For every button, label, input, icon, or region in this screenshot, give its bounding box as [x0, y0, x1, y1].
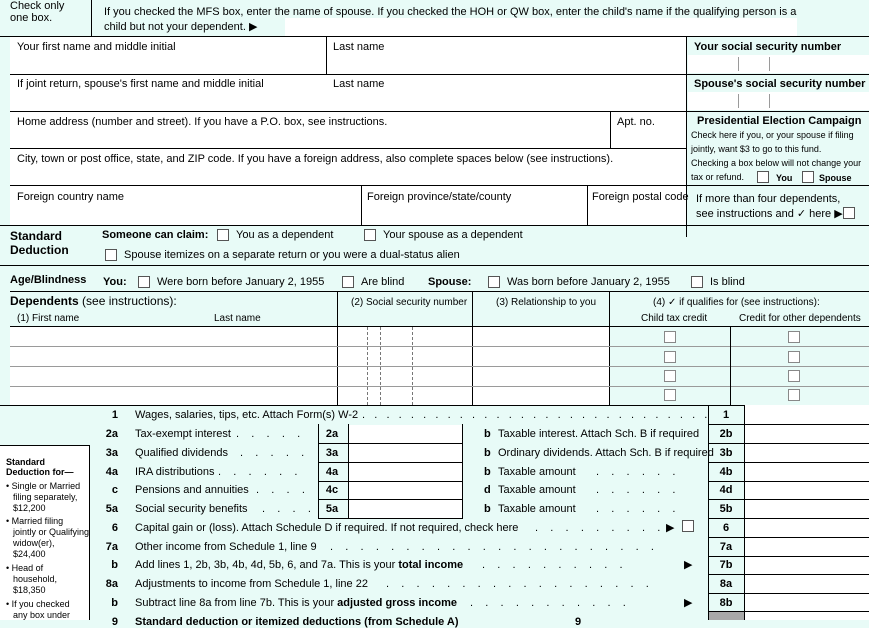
line-4a-box: 4a — [325, 466, 339, 478]
other-credit-checkbox-1[interactable] — [788, 331, 800, 343]
line-3b-text: Ordinary dividends. Attach Sch. B if required — [498, 447, 714, 459]
sidebar-bullet-3c: $18,350 — [13, 585, 46, 595]
you-dependent-checkbox[interactable] — [217, 229, 229, 241]
divider — [318, 518, 463, 519]
age-blindness-label: Age/Blindness — [10, 274, 87, 286]
sidebar-bullet-3b: household, — [13, 574, 58, 584]
line-7b-num: b — [111, 559, 118, 571]
foreign-province-label: Foreign province/state/county — [367, 191, 512, 203]
divider — [708, 518, 869, 519]
line-4d-box: 4d — [719, 484, 733, 496]
dep-col-last-name: Last name — [214, 313, 261, 324]
divider — [708, 481, 869, 482]
you-dependent-label: You as a dependent — [236, 229, 334, 241]
line-1-leader: . . . . . . . . . . . . . . . . . . . . . . . . . . . . . — [362, 409, 708, 421]
line-4c-leader: . . . . — [256, 484, 305, 496]
line-3a-box: 3a — [325, 447, 339, 459]
divider — [0, 405, 869, 406]
divider — [769, 94, 770, 108]
line-5b-box: 5b — [719, 503, 733, 515]
line-8a-box: 8a — [719, 578, 733, 590]
you-born-before-checkbox[interactable] — [138, 276, 150, 288]
divider — [0, 225, 869, 226]
divider — [686, 37, 687, 237]
amount-column[interactable] — [745, 405, 869, 620]
divider — [708, 462, 869, 463]
child-credit-checkbox-2[interactable] — [664, 351, 676, 363]
spouse-dependent-checkbox[interactable] — [364, 229, 376, 241]
line-7a-text: Other income from Schedule 1, line 9 — [135, 541, 317, 553]
divider — [610, 112, 611, 148]
divider — [708, 556, 869, 557]
line-7b-text-main: Add lines 1, 2b, 3b, 4b, 4d, 5b, 6, and 7a. This is your — [135, 559, 399, 571]
line-6-arrow-icon: ▶ — [666, 522, 675, 534]
divider — [708, 443, 869, 444]
dep-col-other-credit: Credit for other dependents — [739, 313, 861, 324]
line-2b-box: 2b — [719, 428, 733, 440]
spouse-last-name-label: Last name — [333, 78, 385, 90]
line-7b-leader: . . . . . . . . . . — [482, 559, 623, 571]
line-8b-text-main: Subtract line 8a from line 7b. This is your — [135, 597, 338, 609]
divider — [738, 94, 739, 108]
line-6-box: 6 — [722, 522, 730, 534]
dependents-title: Dependents — [10, 294, 79, 308]
sidebar-bullet-1c: $12,200 — [13, 503, 46, 513]
election-title: Presidential Election Campaign — [697, 115, 862, 127]
ssn-label: Your social security number — [694, 41, 842, 53]
child-credit-checkbox-4[interactable] — [664, 389, 676, 401]
divider — [708, 424, 869, 425]
line-4d-text: Taxable amount — [498, 484, 576, 496]
you-blind-checkbox[interactable] — [342, 276, 354, 288]
more-dependents-line2: see instructions and ✓ here ▶ — [696, 208, 843, 220]
election-text-3: Checking a box below will not change your — [691, 158, 862, 168]
line-7a-box: 7a — [719, 541, 733, 553]
line-4c-box: 4c — [325, 484, 339, 496]
line-4b-box: 4b — [719, 466, 733, 478]
sidebar-title-1: Standard — [6, 457, 46, 467]
other-credit-checkbox-3[interactable] — [788, 370, 800, 382]
line-7a-num: 7a — [105, 541, 118, 553]
you-born-before-label: Were born before January 2, 1955 — [157, 276, 325, 288]
election-text-4: tax or refund. — [691, 172, 745, 182]
line-4a-text: IRA distributions — [135, 466, 215, 478]
spouse-born-before-checkbox[interactable] — [488, 276, 500, 288]
divider — [10, 366, 869, 367]
child-credit-checkbox-1[interactable] — [664, 331, 676, 343]
line-3a-leader: . . . . . — [240, 447, 305, 459]
foreign-postal-label: Foreign postal code — [592, 191, 689, 203]
line-6-text: Capital gain or (loss). Attach Schedule D if required. If not required, check here — [135, 522, 519, 534]
line-1-text: Wages, salaries, tips, etc. Attach Form(s) W-2 — [135, 409, 359, 421]
dep-col-qualifies: (4) ✓ if qualifies for (see instructions): — [653, 297, 820, 308]
std-deduction-title-2: Deduction — [10, 243, 69, 257]
more-dependents-checkbox[interactable] — [843, 207, 855, 219]
line-6-checkbox[interactable] — [682, 520, 694, 532]
spouse-itemizes-label: Spouse itemizes on a separate return or you were a dual-status alien — [124, 249, 460, 261]
line-3a-text: Qualified dividends — [135, 447, 228, 459]
line-9-partial — [0, 614, 708, 628]
spouse-ssn-label: Spouse's social security number — [694, 78, 866, 90]
mfs-name-input[interactable] — [285, 18, 797, 36]
divider — [10, 386, 869, 387]
sidebar-bullet-3: • Head of — [6, 563, 44, 573]
line-8b-text-bold: adjusted gross income — [337, 597, 457, 609]
age-spouse-label: Spouse: — [428, 276, 472, 288]
dep-col-relationship: (3) Relationship to you — [496, 297, 597, 308]
more-dependents-line1: If more than four dependents, — [696, 193, 841, 205]
age-you-label: You: — [103, 276, 127, 288]
dep-col-first-name: (1) First name — [17, 313, 80, 324]
line-9-text: Standard deduction or itemized deductions (from Schedule A) — [135, 616, 459, 628]
line-8b-arrow-icon: ▶ — [684, 597, 693, 609]
mid-amount-column[interactable] — [349, 425, 462, 519]
check-only-note: Check only one box. — [10, 0, 65, 24]
line-4c-num: c — [111, 484, 118, 496]
divider — [361, 186, 362, 225]
line-7b-box: 7b — [719, 559, 733, 571]
line-7b-text — [135, 559, 463, 571]
mfs-instruction-text: If you checked the MFS box, enter the name of spouse. If you checked the HOH or QW box, enter the child's name if the qualifying person is a child but not your dependent. — [104, 6, 797, 33]
dependents-heading — [10, 294, 177, 308]
line-2a-text: Tax-exempt interest — [135, 428, 231, 440]
divider — [318, 443, 463, 444]
line-5b-letter: b — [484, 503, 491, 515]
sidebar-bullet-2: • Married filing — [6, 516, 64, 526]
sidebar-title-2: Deduction for— — [6, 467, 74, 477]
divider — [738, 57, 739, 71]
divider — [769, 57, 770, 71]
line-2b-text: Taxable interest. Attach Sch. B if required — [498, 428, 700, 440]
line-7b-text-bold: total income — [398, 559, 464, 571]
spouse-first-name-label: If joint return, spouse's first name and middle initial — [17, 78, 264, 90]
line-8b-box: 8b — [719, 597, 733, 609]
line-9-box: 9 — [575, 616, 582, 628]
ssn-input[interactable] — [688, 55, 869, 73]
line-8a-text: Adjustments to income from Schedule 1, line 22 — [135, 578, 368, 590]
spouse-itemizes-checkbox[interactable] — [105, 249, 117, 261]
spouse-dependent-label: Your spouse as a dependent — [383, 229, 523, 241]
divider — [318, 481, 463, 482]
line-3b-box: 3b — [719, 447, 733, 459]
divider — [708, 574, 869, 575]
divider — [462, 424, 463, 519]
election-text-1: Check here if you, or your spouse if filing — [691, 130, 854, 140]
divider — [10, 291, 869, 292]
line-2a-num: 2a — [105, 428, 118, 440]
address-label: Home address (number and street). If you have a P.O. box, see instructions. — [17, 116, 388, 128]
line-5a-leader: . . . . — [262, 503, 311, 515]
std-deduction-title-1: Standard — [10, 229, 63, 243]
election-spouse-checkbox[interactable] — [802, 171, 814, 183]
line-8a-leader: . . . . . . . . . . . . . . . . . . — [386, 578, 649, 590]
line-6-leader: . . . . . . . . . — [535, 522, 661, 534]
last-name-label: Last name — [333, 41, 385, 53]
spouse-ssn-input[interactable] — [688, 92, 869, 110]
sidebar-bullet-2b: jointly or Qualifying — [13, 527, 90, 537]
line-2a-box: 2a — [325, 428, 339, 440]
dep-col-ssn: (2) Social security number — [351, 297, 468, 308]
line-4b-leader: . . . . . . — [596, 466, 676, 478]
line-8b-text — [135, 597, 457, 609]
election-spouse-label: Spouse — [819, 173, 852, 183]
divider — [91, 0, 92, 37]
sidebar-bullet-2c: widow(er), — [13, 538, 55, 548]
line-7b-arrow-icon: ▶ — [684, 559, 693, 571]
sidebar-bullet-1b: filing separately, — [13, 492, 78, 502]
sidebar-bullet-4b: any box under — [13, 610, 71, 620]
dependents-see-instructions: (see instructions): — [82, 294, 177, 308]
divider — [609, 292, 610, 405]
divider — [0, 265, 869, 266]
divider — [318, 462, 463, 463]
divider — [708, 537, 869, 538]
line-5b-text: Taxable amount — [498, 503, 576, 515]
divider — [587, 186, 588, 225]
spouse-blind-label: Is blind — [710, 276, 745, 288]
other-credit-checkbox-2[interactable] — [788, 351, 800, 363]
line-8a-num: 8a — [105, 578, 118, 590]
shaded-cell — [709, 612, 744, 620]
you-blind-label: Are blind — [361, 276, 405, 288]
line-4b-letter: b — [484, 466, 491, 478]
election-you-label: You — [776, 173, 793, 183]
line-2b-letter: b — [484, 428, 491, 440]
line-4d-letter: d — [484, 484, 491, 496]
divider — [318, 499, 463, 500]
first-name-label: Your first name and middle initial — [17, 41, 176, 53]
line-5b-leader: . . . . . . — [596, 503, 676, 515]
line-5a-num: 5a — [105, 503, 118, 515]
arrow-icon: ▶ — [248, 21, 258, 33]
line-4a-leader: . . . . . . — [218, 466, 298, 478]
line-1-box: 1 — [722, 409, 730, 421]
divider — [730, 327, 731, 405]
spouse-born-before-label: Was born before January 2, 1955 — [507, 276, 670, 288]
sidebar-bullet-2d: $24,400 — [13, 549, 46, 559]
line-7a-leader: . . . . . . . . . . . . . . . . . . . . . . — [330, 541, 654, 553]
line-9-num: 9 — [111, 616, 118, 628]
line-5a-text: Social security benefits — [135, 503, 248, 515]
election-you-checkbox[interactable] — [757, 171, 769, 183]
divider — [708, 499, 869, 500]
line-2a-leader: . . . . . — [236, 428, 301, 440]
line-4c-text: Pensions and annuities — [135, 484, 249, 496]
line-1-num: 1 — [111, 409, 118, 421]
line-3a-num: 3a — [105, 447, 118, 459]
spouse-blind-checkbox[interactable] — [691, 276, 703, 288]
line-8b-num: b — [111, 597, 118, 609]
line-4d-leader: . . . . . . — [596, 484, 676, 496]
line-3b-letter: b — [484, 447, 491, 459]
sidebar-bullet-1: • Single or Married — [6, 481, 81, 491]
dep-col-child-tax-credit: Child tax credit — [641, 313, 708, 324]
line-4b-text: Taxable amount — [498, 466, 576, 478]
other-credit-checkbox-4[interactable] — [788, 389, 800, 401]
line-5a-box: 5a — [325, 503, 339, 515]
sidebar-bullet-4: • If you checked — [6, 599, 70, 609]
someone-can-claim-label: Someone can claim: — [102, 229, 209, 241]
line-4a-num: 4a — [105, 466, 118, 478]
child-credit-checkbox-3[interactable] — [664, 370, 676, 382]
foreign-country-label: Foreign country name — [17, 191, 124, 203]
line-6-num: 6 — [111, 522, 118, 534]
election-text-2: jointly, want $3 to go to this fund. — [691, 144, 822, 154]
apt-label: Apt. no. — [617, 116, 655, 128]
divider — [708, 611, 869, 612]
city-label: City, town or post office, state, and ZIP code. If you have a foreign address, also complete spaces below (see instructions). — [17, 153, 614, 165]
line-8b-leader: . . . . . . . . . . . — [470, 597, 626, 609]
divider — [10, 346, 869, 347]
divider — [708, 593, 869, 594]
